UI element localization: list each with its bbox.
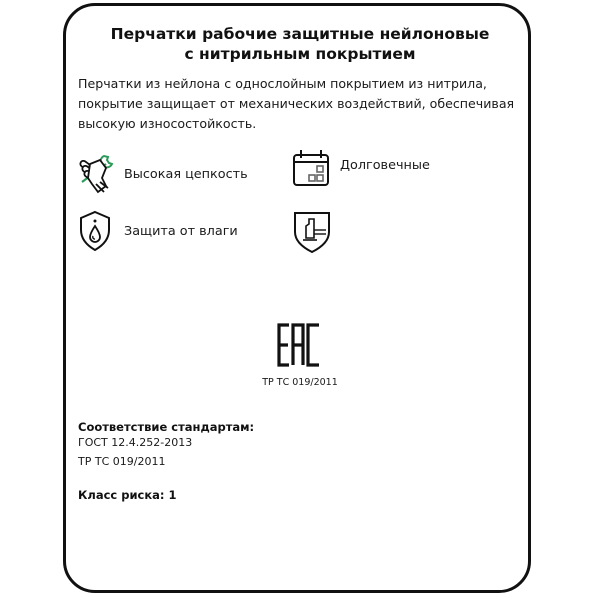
eac-caption: ТР ТС 019/2011 <box>262 377 338 388</box>
shield-hammer-icon <box>292 210 332 254</box>
feature-label: Высокая цепкость <box>124 166 248 182</box>
risk-class: Класс риска: 1 <box>78 488 177 502</box>
eac-mark-icon <box>276 322 322 368</box>
title-line-2: с нитрильным покрытием <box>184 45 416 63</box>
standard-item: ГОСТ 12.4.252-2013 <box>78 436 193 449</box>
product-title <box>63 24 537 64</box>
calendar-icon <box>292 148 332 188</box>
standards-title: Соответствие стандартам: <box>78 420 255 434</box>
fist-wrench-icon <box>76 152 116 196</box>
feature-label: Долговечные <box>340 157 430 173</box>
shield-drop-icon <box>78 210 112 252</box>
feature-grip <box>76 152 248 196</box>
standard-item: ТР ТС 019/2011 <box>78 455 166 468</box>
feature-mechanical <box>292 210 340 254</box>
product-description: Перчатки из нейлона с однослойным покрытием из нитрила, покрытие защищает от механических воздействий, обеспечивая высокую износостойкость. <box>78 76 515 131</box>
feature-label: Защита от влаги <box>124 223 238 239</box>
feature-durable <box>292 148 430 188</box>
title-line-1: Перчатки рабочие защитные нейлоновые <box>110 25 490 43</box>
feature-moisture <box>78 210 238 252</box>
